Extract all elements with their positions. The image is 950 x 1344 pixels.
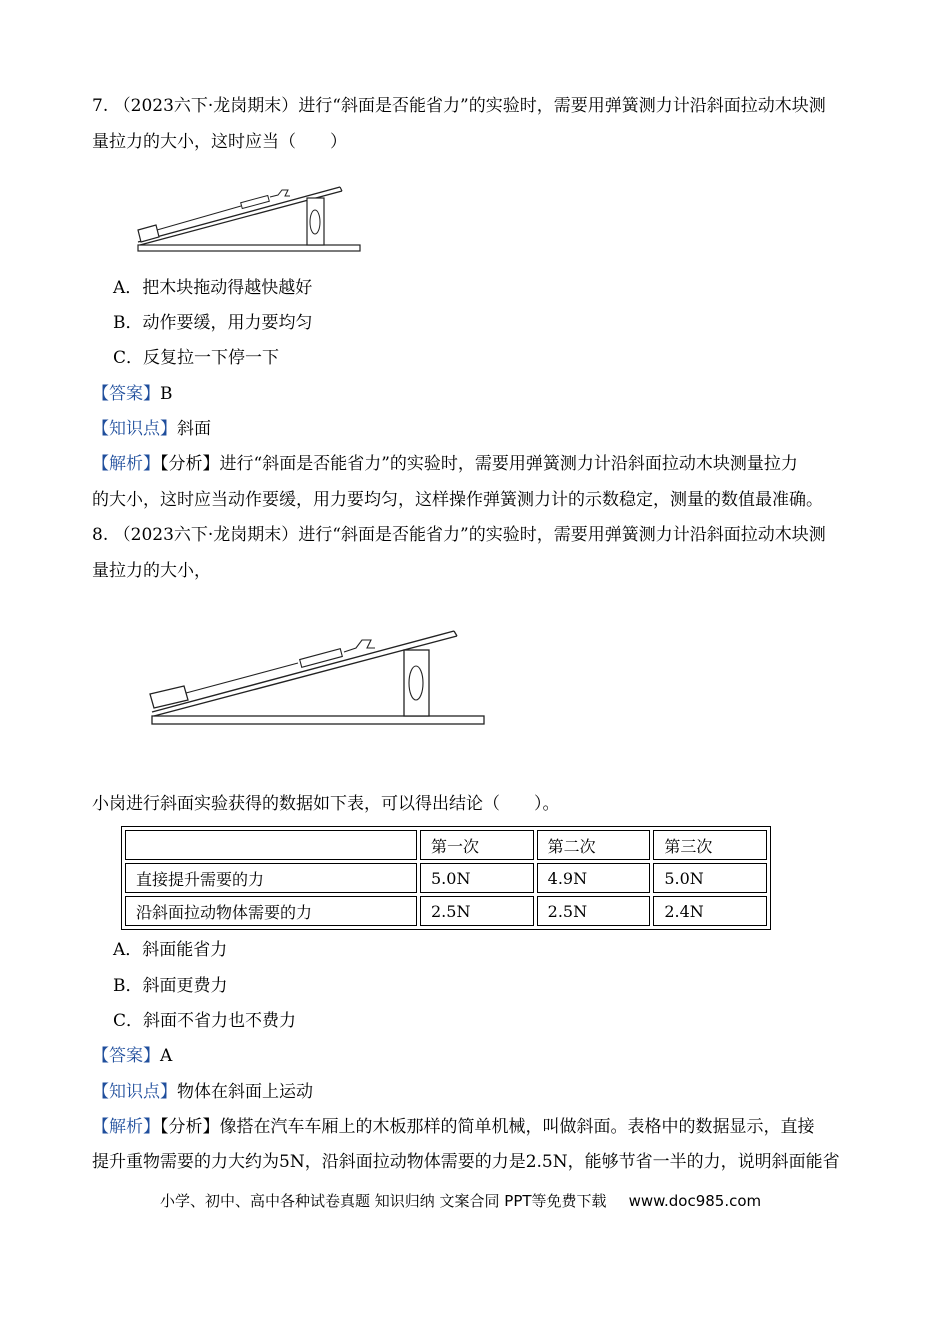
q7-option-c: C．反复拉一下停一下: [113, 348, 280, 368]
q8-table-intro: 小岗进行斜面实验获得的数据如下表，可以得出结论（ ）。: [92, 794, 560, 814]
q8-answer: [92, 1044, 172, 1068]
q7-knowledge-tag: 【知识点】: [92, 419, 177, 439]
q8-option-a: A．斜面能省力: [113, 940, 228, 960]
footer-url[interactable]: www.doc985.com: [628, 1192, 762, 1210]
table-cell: 2.5N: [537, 896, 651, 926]
q8-data-table: [121, 826, 771, 930]
q8-analysis-tag: 【解析】: [92, 1117, 160, 1137]
table-row: [125, 896, 767, 926]
table-cell: 5.0N: [420, 863, 534, 893]
q8-option-c: C．斜面不省力也不费力: [113, 1011, 297, 1031]
q7-analysis-line2: 的大小，这时应当动作要缓，用力要均匀，这样操作弹簧测力计的示数稳定，测量的数值最准确。: [92, 490, 823, 510]
q7-knowledge: [92, 417, 211, 441]
q8-stem-line2: 量拉力的大小，: [92, 561, 211, 581]
q8-knowledge-tag: 【知识点】: [92, 1082, 177, 1102]
q8-analysis-line2: 提升重物需要的力大约为5N，沿斜面拉动物体需要的力是2.5N，能够节省一半的力，说明斜面能省: [92, 1152, 840, 1172]
q8-number: 8.: [92, 525, 109, 545]
q8-answer-value: A: [160, 1046, 173, 1066]
q7-answer-value: B: [160, 384, 173, 404]
q7-option-a: A．把木块拖动得越快越好: [113, 278, 313, 298]
table-cell: 4.9N: [537, 863, 651, 893]
q7-stem-line2: 量拉力的大小，这时应当（ ）: [92, 132, 347, 152]
q7-source: （2023六下·龙岗期末）: [113, 96, 299, 116]
q7-stem-text1: 进行“斜面是否能省力”的实验时，需要用弹簧测力计沿斜面拉动木块测: [298, 96, 826, 116]
q8-option-b: B．斜面更费力: [113, 976, 228, 996]
q8-analysis-line1: [92, 1115, 815, 1139]
q7-number: 7.: [92, 96, 109, 116]
q7-analysis-line1: [92, 452, 798, 476]
q7-stem-line1: [92, 94, 826, 118]
q7-incline-figure: [136, 180, 364, 256]
q8-incline-figure: [148, 626, 488, 728]
table-row: [125, 863, 767, 893]
q7-answer: [92, 382, 173, 406]
table-header-cell: 第二次: [537, 830, 651, 860]
q7-knowledge-value: 斜面: [177, 419, 211, 439]
table-cell: 5.0N: [653, 863, 767, 893]
q8-stem-line1: [92, 523, 826, 547]
table-header-cell: 第三次: [653, 830, 767, 860]
q8-source: （2023六下·龙岗期末）: [113, 525, 299, 545]
q8-answer-tag: 【答案】: [92, 1046, 160, 1066]
page-footer: [160, 1190, 761, 1211]
q7-analysis-text1: 【分析】进行“斜面是否能省力”的实验时，需要用弹簧测力计沿斜面拉动木块测量拉力: [160, 454, 798, 474]
q7-option-b: B．动作要缓，用力要均匀: [113, 313, 313, 333]
table-header-row: [125, 830, 767, 860]
q7-analysis-tag: 【解析】: [92, 454, 160, 474]
q7-answer-tag: 【答案】: [92, 384, 160, 404]
table-cell: 2.4N: [653, 896, 767, 926]
table-cell: 直接提升需要的力: [125, 863, 417, 893]
table-cell: 沿斜面拉动物体需要的力: [125, 896, 417, 926]
q8-knowledge-value: 物体在斜面上运动: [177, 1082, 313, 1102]
q8-knowledge: [92, 1080, 313, 1104]
table-header-cell: 第一次: [420, 830, 534, 860]
table-cell: 2.5N: [420, 896, 534, 926]
q8-stem-text1: 进行“斜面是否能省力”的实验时，需要用弹簧测力计沿斜面拉动木块测: [298, 525, 826, 545]
q8-analysis-text1: 【分析】像搭在汽车车厢上的木板那样的简单机械，叫做斜面。表格中的数据显示，直接: [160, 1117, 815, 1137]
table-header-cell: [125, 830, 417, 860]
footer-text: 小学、初中、高中各种试卷真题 知识归纳 文案合同 PPT等免费下载: [160, 1192, 607, 1210]
